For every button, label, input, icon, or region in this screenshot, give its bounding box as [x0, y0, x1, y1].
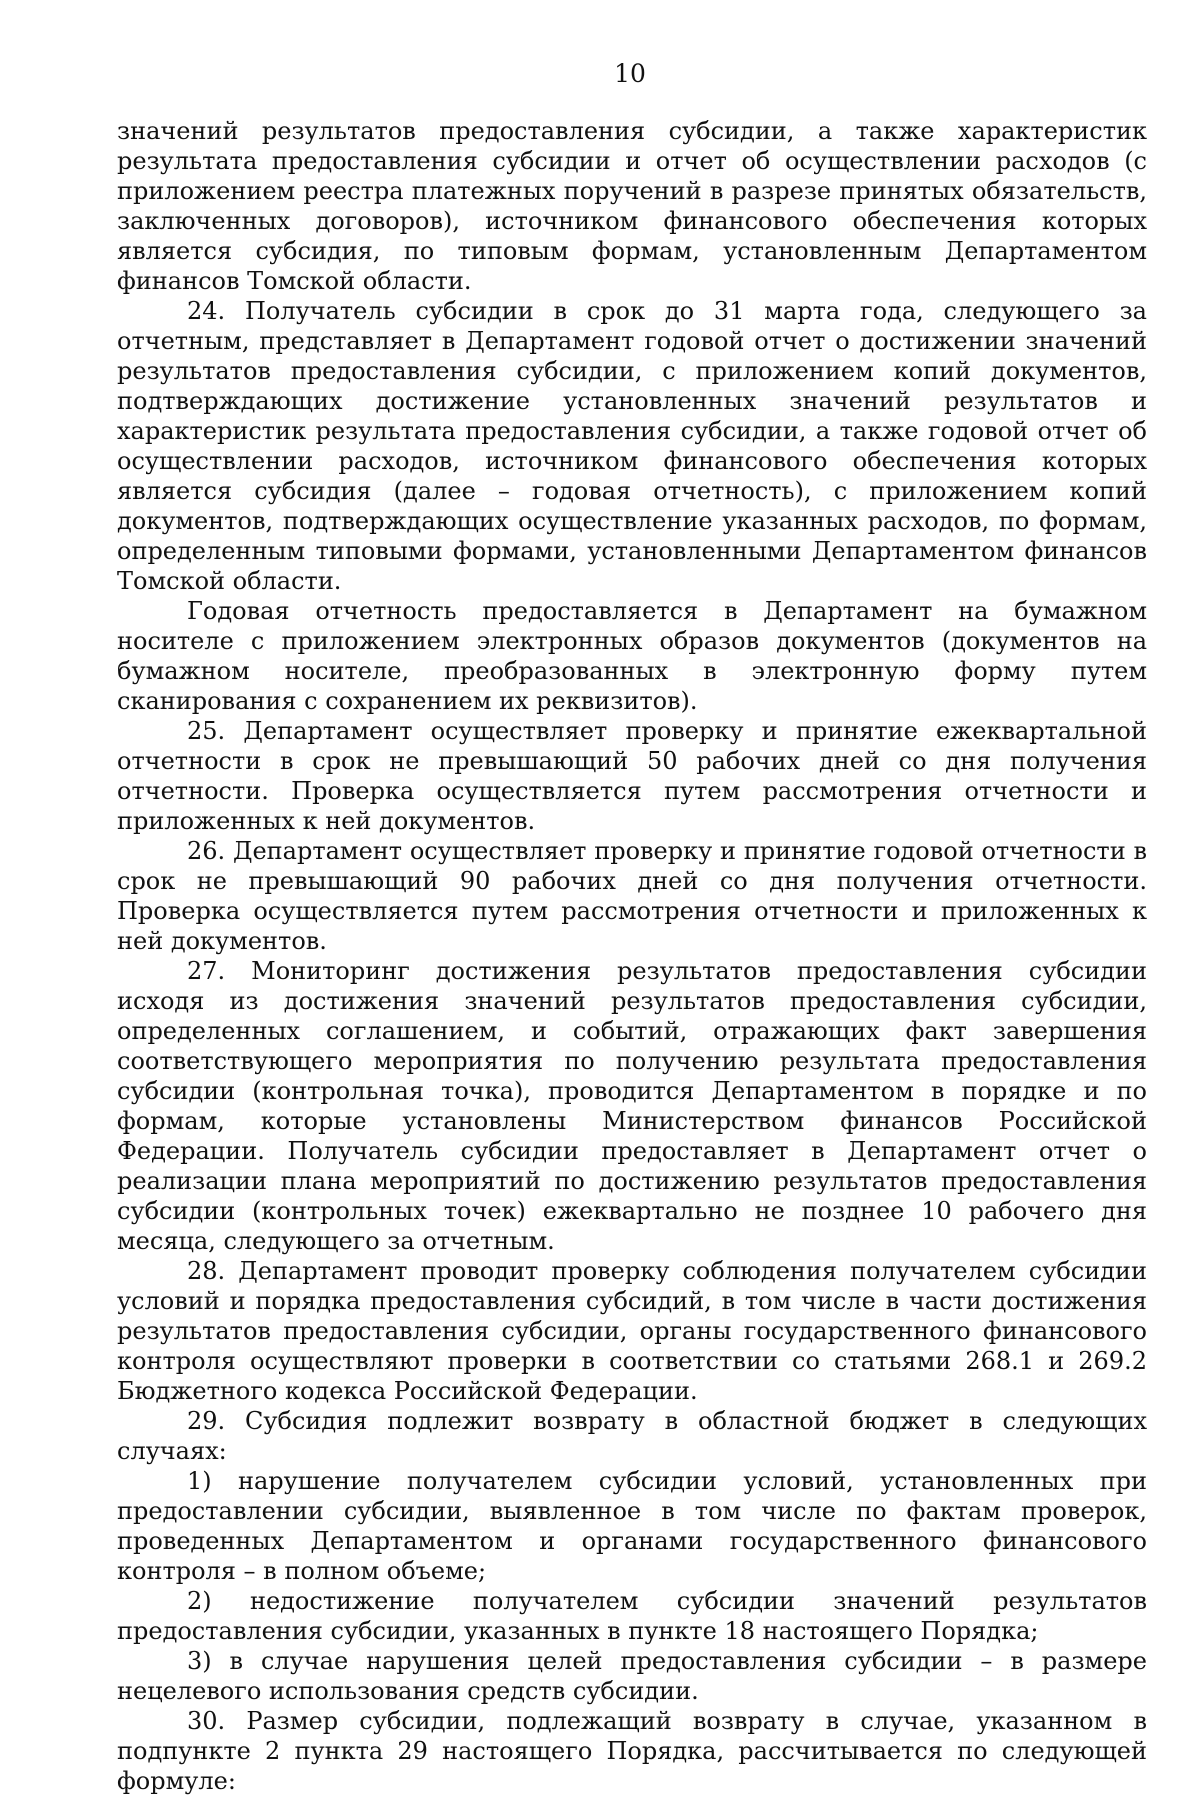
page-number: 10 [614, 59, 646, 88]
list-item: 2) недостижение получателем субсидии значений результатов предоставления субсидии, указанных в пункте 18 настоящего Порядка; [117, 1587, 1147, 1645]
paragraph: 24. Получатель субсидии в срок до 31 марта года, следующего за отчетным, представляет в Департамент годовой отчет о достижении значений результатов предоставления субсидии, с приложением копий документов, подтверждающих достижение установленных значений результатов и характеристик результата предоставления субсидии, а также годовой отчет об осуществлении расходов, источником финансового обеспечения которых является субсидия (далее – годовая отчетность), с приложением копий документов, подтверждающих осуществление указанных расходов, по формам, определенным типовыми формами, установленными Департаментом финансов Томской области. [117, 297, 1147, 595]
paragraph: Годовая отчетность предоставляется в Департамент на бумажном носителе с приложением электронных образов документов (документов на бумажном носителе, преобразованных в электронную форму путем сканирования с сохранением их реквизитов). [117, 597, 1147, 715]
paragraph: 30. Размер субсидии, подлежащий возврату в случае, указанном в подпункте 2 пункта 29 настоящего Порядка, рассчитывается по следующей формуле: [117, 1707, 1147, 1795]
paragraph: 27. Мониторинг достижения результатов предоставления субсидии исходя из достижения значений результатов предоставления субсидии, определенных соглашением, и событий, отражающих факт завершения соответствующего мероприятия по получению результата предоставления субсидии (контрольная точка), проводится Департаментом в порядке и по формам, которые установлены Министерством финансов Российской Федерации. Получатель субсидии предоставляет в Департамент отчет о реализации плана мероприятий по достижению результатов предоставления субсидии (контрольных точек) ежеквартально не позднее 10 рабочего дня месяца, следующего за отчетным. [117, 957, 1147, 1255]
paragraph: 26. Департамент осуществляет проверку и принятие годовой отчетности в срок не превышающий 90 рабочих дней со дня получения отчетности. Проверка осуществляется путем рассмотрения отчетности и приложенных к ней документов. [117, 837, 1147, 955]
paragraph: 25. Департамент осуществляет проверку и принятие ежеквартальной отчетности в срок не превышающий 50 рабочих дней со дня получения отчетности. Проверка осуществляется путем рассмотрения отчетности и приложенных к ней документов. [117, 717, 1147, 835]
paragraph: значений результатов предоставления субсидии, а также характеристик результата предоставления субсидии и отчет об осуществлении расходов (с приложением реестра платежных поручений в разрезе принятых обязательств, заключенных договоров), источником финансового обеспечения которых является субсидия, по типовым формам, установленным Департаментом финансов Томской области. [117, 117, 1147, 295]
paragraph: 28. Департамент проводит проверку соблюдения получателем субсидии условий и порядка предоставления субсидий, в том числе в части достижения результатов предоставления субсидии, органы государственного финансового контроля осуществляют проверки в соответствии со статьями 268.1 и 269.2 Бюджетного кодекса Российской Федерации. [117, 1257, 1147, 1405]
paragraph: 29. Субсидия подлежит возврату в областной бюджет в следующих случаях: [117, 1407, 1147, 1465]
document-body [117, 116, 1147, 1796]
list-item: 3) в случае нарушения целей предоставления субсидии – в размере нецелевого использования средств субсидии. [117, 1647, 1147, 1705]
list-item: 1) нарушение получателем субсидии условий, установленных при предоставлении субсидии, выявленное в том числе по фактам проверок, проведенных Департаментом и органами государственного финансового контроля – в полном объеме; [117, 1467, 1147, 1585]
